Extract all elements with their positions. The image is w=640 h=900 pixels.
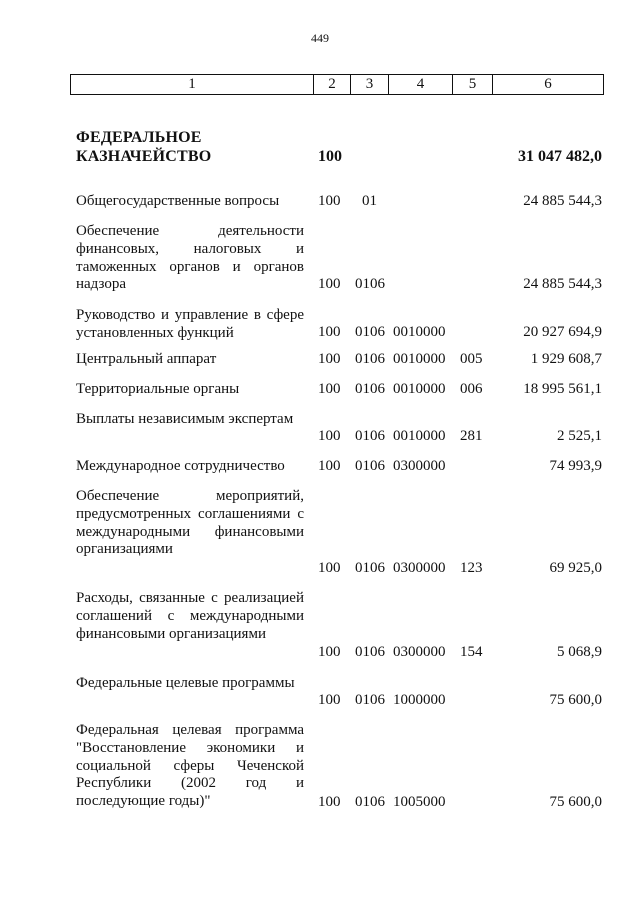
row-code-section: 0106	[355, 381, 385, 397]
row-name: Международное сотрудничество	[76, 458, 285, 474]
row-code-section: 0106	[355, 644, 385, 660]
page-number: 449	[311, 31, 329, 45]
row-code-target: 0010000	[393, 381, 446, 397]
row-code-section: 0106	[355, 458, 385, 474]
row-amount: 5 068,9	[557, 644, 602, 660]
row-amount: 75 600,0	[549, 794, 602, 810]
row-code-ministry: 100	[318, 560, 341, 576]
row-name: Выплаты независимым экспертам	[76, 411, 294, 427]
row-amount: 24 885 544,3	[523, 193, 602, 209]
row-name: Центральный аппарат	[76, 351, 217, 367]
column-header-3: 3	[351, 75, 389, 95]
row-code-expense: 006	[460, 381, 483, 397]
row-code-ministry: 100	[318, 692, 341, 708]
row-name: Территориальные органы	[76, 381, 240, 397]
row-code-target: 0010000	[393, 428, 446, 444]
row-amount: 20 927 694,9	[523, 324, 602, 340]
row-code-section: 0106	[355, 324, 385, 340]
row-amount: 2 525,1	[557, 428, 602, 444]
column-header-2: 2	[314, 75, 351, 95]
row-amount: 1 929 608,7	[530, 351, 602, 367]
row-code-expense: 005	[460, 351, 483, 367]
row-code-section: 0106	[355, 276, 385, 292]
row-code-target: 0300000	[393, 644, 446, 660]
row-code-ministry: 100	[318, 794, 341, 810]
row-name: Обеспечение деятельности финансовых, налоговых и таможенных органов и органов надзора	[76, 223, 304, 293]
row-code-ministry: 100	[318, 276, 341, 292]
row-code-target: 0010000	[393, 324, 446, 340]
row-code-expense: 123	[460, 560, 483, 576]
row-amount: 24 885 544,3	[523, 276, 602, 292]
row-code-section: 0106	[355, 692, 385, 708]
column-header-5: 5	[453, 75, 493, 95]
row-code-ministry: 100	[318, 148, 342, 165]
row-amount: 74 993,9	[549, 458, 602, 474]
row-code-section: 0106	[355, 351, 385, 367]
column-header-1: 1	[71, 75, 314, 95]
row-amount: 31 047 482,0	[518, 148, 602, 165]
row-code-ministry: 100	[318, 428, 341, 444]
row-name: Федеральная целевая программа "Восстановление экономики и социальной сферы Чеченской Республики (2002 год и последующие годы)"	[76, 722, 304, 810]
row-name: Обеспечение мероприятий, предусмотренных соглашениями с международными финансовыми организациями	[76, 488, 304, 558]
row-amount: 75 600,0	[549, 692, 602, 708]
row-code-target: 0300000	[393, 560, 446, 576]
row-code-ministry: 100	[318, 644, 341, 660]
column-header-4: 4	[389, 75, 453, 95]
row-code-section: 0106	[355, 794, 385, 810]
row-code-target: 0010000	[393, 351, 446, 367]
row-code-expense: 281	[460, 428, 483, 444]
row-code-section: 0106	[355, 560, 385, 576]
row-code-ministry: 100	[318, 458, 341, 474]
row-code-ministry: 100	[318, 351, 341, 367]
column-header-6: 6	[493, 75, 604, 95]
row-amount: 18 995 561,1	[523, 381, 602, 397]
row-name: Общегосударственные вопросы	[76, 193, 280, 209]
row-code-section: 0106	[355, 428, 385, 444]
row-code-section: 01	[362, 193, 377, 209]
row-code-target: 1000000	[393, 692, 446, 708]
row-name: Федеральные целевые программы	[76, 675, 295, 691]
row-amount: 69 925,0	[549, 560, 602, 576]
row-code-ministry: 100	[318, 193, 341, 209]
row-name: Расходы, связанные с реализацией соглашений с международными финансовыми организациями	[76, 590, 304, 642]
row-code-target: 1005000	[393, 794, 446, 810]
row-code-target: 0300000	[393, 458, 446, 474]
row-name: ФЕДЕРАЛЬНОЕ КАЗНАЧЕЙСТВО	[76, 129, 212, 165]
row-code-ministry: 100	[318, 324, 341, 340]
row-code-expense: 154	[460, 644, 483, 660]
row-code-ministry: 100	[318, 381, 341, 397]
row-name: Руководство и управление в сфере установленных функций	[76, 307, 304, 341]
